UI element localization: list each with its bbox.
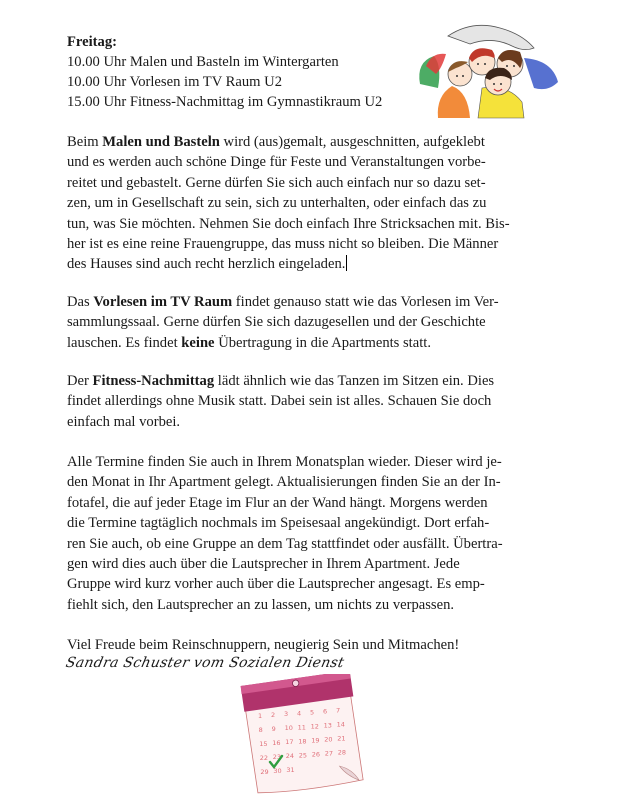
p2-text: findet genauso statt wie das Vorlesen im Ver- <box>232 294 499 310</box>
p2-bold: keine <box>181 334 215 351</box>
calendar-day-digit: 25 <box>298 751 308 760</box>
p2-line: sammlungssaal. Gerne dürfen Sie sich dazugesellen und der Geschichte <box>67 314 486 331</box>
calendar-day-digit: 29 <box>260 768 269 776</box>
paragraph-termine <box>67 452 567 615</box>
p2-text: lauschen. Es findet <box>67 334 182 351</box>
calendar-day-digit: 28 <box>337 748 347 757</box>
schedule-line-3: 15.00 Uhr Fitness-Nachmittag im Gymnastikraum U2 <box>67 94 383 110</box>
calendar-day-digit: 27 <box>324 749 334 758</box>
p1-line: zen, um in Gesellschaft zu sein, sich zu unterhalten, oder einfach das zu <box>67 195 487 212</box>
p1-bold: Malen und Basteln <box>102 134 220 150</box>
calendar-day-digit: 23 <box>272 753 282 762</box>
p4-line: Alle Termine finden Sie auch in Ihrem Monatsplan wieder. Dieser wird je- <box>67 454 502 470</box>
signature: Sandra Schuster vom Sozialen Dienst <box>64 655 346 671</box>
p4-line: die Termine tagtäglich nochmals im Speisesaal angekündigt. Dort erfah- <box>67 515 490 532</box>
p4-line: gen wird dies auch über die Lautsprecher in Ihrem Apartment. Jede <box>67 556 460 573</box>
paragraph-fitness <box>67 371 567 432</box>
p1-line: tun, was Sie möchten. Nehmen Sie doch einfach Ihre Stricksachen mit. Bis- <box>67 215 510 232</box>
p2-text: Das <box>67 294 94 310</box>
calendar-day-digit: 22 <box>259 754 269 762</box>
p1-line: des Hauses sind auch recht herzlich eingeladen. <box>67 256 346 273</box>
calendar-day-digit: 24 <box>285 752 295 761</box>
calendar-day-digit: 1 <box>258 712 263 720</box>
calendar-day-digit: 11 <box>297 723 306 732</box>
p3-bold: Fitness-Nachmittag <box>92 373 215 389</box>
p3-line: findet allerdings ohne Musik statt. Dabei sein ist alles. Schauen Sie doch <box>67 393 492 410</box>
p4-line: Gruppe wird kurz vorher auch über die Lautsprecher angesagt. Es emp- <box>67 576 485 593</box>
calendar-day-digit: 20 <box>324 735 333 744</box>
p3-text: lädt ähnlich wie das Tanzen im Sitzen ein. Dies <box>214 373 495 389</box>
calendar-day-digit: 17 <box>285 738 294 747</box>
paragraph-vorlesen <box>67 292 567 353</box>
calendar-day-digit: 15 <box>259 740 268 748</box>
calendar-day-digit: 12 <box>310 722 319 731</box>
calendar-day-digit: 8 <box>258 726 263 734</box>
p1-line: her ist es eine reine Frauengruppe, das muss nicht so bleiben. Die Männer <box>67 236 499 253</box>
calendar-day-digit: 30 <box>273 767 282 776</box>
calendar-illustration-icon <box>236 674 366 794</box>
people-group-illustration-icon <box>412 22 562 120</box>
calendar-day-digit: 31 <box>286 766 295 775</box>
calendar-day-digit: 10 <box>284 724 293 733</box>
p1-text: wird (aus)gemalt, ausgeschnitten, aufgeklebt <box>219 134 485 150</box>
closing-line: Viel Freude beim Reinschnuppern, neugierig Sein und Mitmachen! <box>67 637 460 653</box>
schedule-line-2: 10.00 Uhr Vorlesen im TV Raum U2 <box>67 74 282 90</box>
p1-line: reitet und gebastelt. Gerne dürfen Sie sich auch einfach nur so dazu set- <box>67 174 486 191</box>
text-cursor <box>346 255 347 271</box>
p1-line: und es werden auch schöne Dinge für Feste und Veranstaltungen vorbe- <box>67 154 486 171</box>
p4-line: den Monat in Ihr Apartment gelegt. Aktualisierungen finden Sie an der In- <box>67 474 501 491</box>
p4-line: ren Sie auch, ob eine Gruppe an dem Tag stattfindet oder ausfällt. Übertra- <box>67 535 503 552</box>
calendar-day-digit: 5 <box>310 708 315 717</box>
calendar-day-digit: 19 <box>311 736 320 745</box>
calendar-day-digit: 16 <box>272 739 281 748</box>
calendar-day-digit: 9 <box>271 725 276 734</box>
schedule-line-1: 10.00 Uhr Malen und Basteln im Wintergarten <box>67 54 339 70</box>
calendar-day-digit: 13 <box>323 721 332 730</box>
calendar-day-digit: 3 <box>284 710 289 719</box>
calendar-day-digit: 14 <box>336 720 345 729</box>
p4-line: fiehlt sich, den Lautsprecher an zu lassen, um nichts zu verpassen. <box>67 596 455 613</box>
schedule-day: Freitag: <box>67 34 117 50</box>
paragraph-malen-basteln <box>67 132 567 275</box>
calendar-day-digit: 6 <box>323 707 328 716</box>
p4-line: fotafel, die auf jeder Etage im Flur an der Wand hängt. Morgens werden <box>67 494 488 511</box>
p3-text: Der <box>67 373 93 389</box>
p1-text: Beim <box>67 134 103 150</box>
p2-bold: Vorlesen im TV Raum <box>93 294 233 310</box>
calendar-day-digit: 18 <box>298 737 307 746</box>
p3-line: einfach mal vorbei. <box>67 413 181 430</box>
p2-text: Übertragung in die Apartments statt. <box>214 334 431 351</box>
calendar-day-digit: 26 <box>311 750 321 759</box>
calendar-day-digit: 21 <box>337 734 346 743</box>
calendar-day-digit: 2 <box>271 711 276 720</box>
calendar-day-digit: 7 <box>336 706 341 715</box>
calendar-day-digit: 4 <box>297 709 302 718</box>
